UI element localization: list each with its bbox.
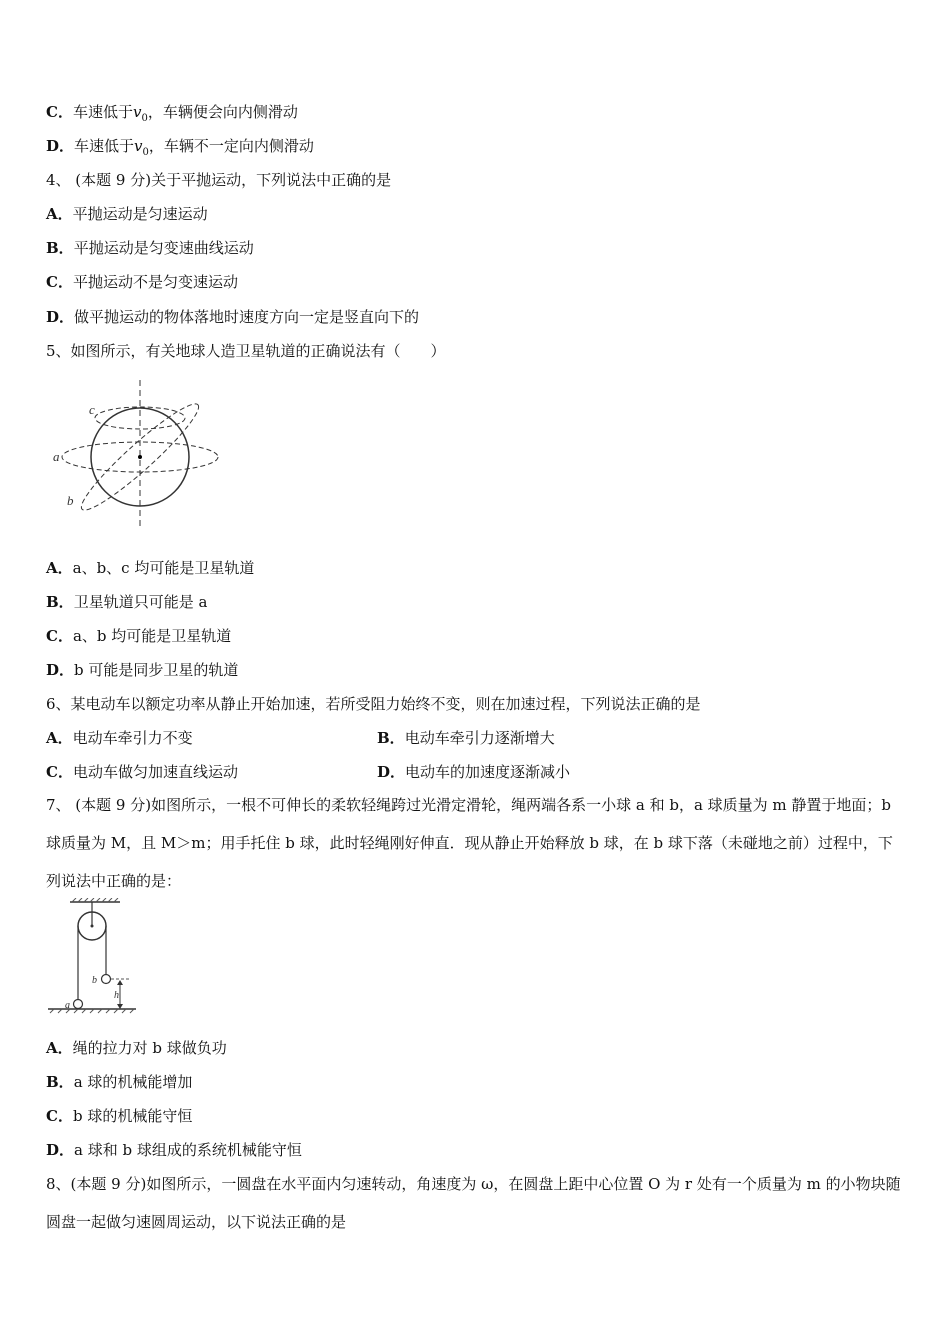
pulley-figure (44, 898, 140, 1018)
q8-stem: 8、(本题 9 分)如图所示，一圆盘在水平面内匀速转动，角速度为 ω，在圆盘上距中心位置 O 为 r 处有一个质量为 m 的小物块随圆盘一起做匀速圆周运动，以下说法正确的是 (46, 1175, 901, 1231)
ball-a (74, 1000, 83, 1009)
orbit-label-c: c (89, 402, 95, 417)
label-b: b (92, 975, 97, 986)
q6-option-a: A．电动车牵引力不变 (46, 729, 193, 747)
q5-option-b: B．卫星轨道只可能是 a (46, 593, 208, 611)
q7-option-d: D．a 球和 b 球组成的系统机械能守恒 (46, 1141, 302, 1159)
q3-option-d: D．车速低于$v_0$，车辆不一定向内侧滑动 (46, 137, 314, 158)
q4-stem: 4、 (本题 9 分)关于平抛运动，下列说法中正确的是 (46, 171, 392, 189)
q7-option-c: C．b 球的机械能守恒 (46, 1107, 193, 1125)
q4-option-b: B．平抛运动是匀变速曲线运动 (46, 239, 254, 257)
q6-stem: 6、某电动车以额定功率从静止开始加速，若所受阻力始终不变，则在加速过程，下列说法正确的是 (46, 695, 701, 713)
q7-option-b: B．a 球的机械能增加 (46, 1073, 193, 1091)
q4-option-c: C．平抛运动不是匀变速运动 (46, 273, 238, 291)
q5-stem: 5、如图所示，有关地球人造卫星轨道的正确说法有（ ） (46, 342, 446, 360)
q6-option-b: B．电动车牵引力逐渐增大 (377, 729, 555, 747)
orbit-label-a: a (53, 449, 60, 464)
q4-option-a: A．平抛运动是匀速运动 (46, 205, 208, 223)
q6-option-c: C．电动车做匀加速直线运动 (46, 763, 238, 781)
q7-stem: 7、 (本题 9 分)如图所示，一根不可伸长的柔软轻绳跨过光滑定滑轮，绳两端各系一小球 a 和 b，a 球质量为 m 静置于地面；b 球质量为 M，且 M＞m；用手托住 b 球，此时轻绳刚好伸直．现从静止开始释放 b 球，在 b 球下落（未碰地之前）过程中，下列说法中正确的是： (46, 796, 893, 890)
q5-option-c: C．a、b 均可能是卫星轨道 (46, 627, 232, 645)
q3-option-c: C．车速低于$v_0$，车辆便会向内侧滑动 (46, 103, 298, 124)
ball-b (102, 975, 111, 984)
orbit-label-b: b (67, 493, 74, 508)
q6-option-d: D．电动车的加速度逐渐减小 (377, 763, 571, 781)
label-a: a (65, 1000, 70, 1011)
q4-option-d: D．做平抛运动的物体落地时速度方向一定是竖直向下的 (46, 308, 420, 326)
q5-option-a: A．a、b、c 均可能是卫星轨道 (46, 559, 255, 577)
q5-option-d: D．b 可能是同步卫星的轨道 (46, 661, 239, 679)
q7-option-a: A．绳的拉力对 b 球做负功 (46, 1039, 227, 1057)
label-h: h (114, 990, 119, 1001)
satellite-orbit-figure (50, 378, 225, 530)
earth-center (138, 455, 142, 459)
